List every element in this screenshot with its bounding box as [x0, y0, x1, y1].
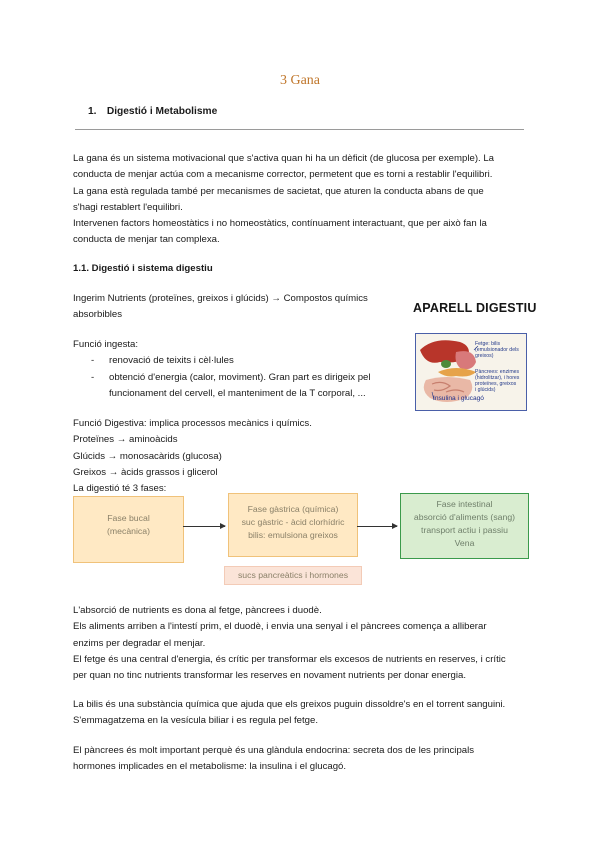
ingest-paragraph — [73, 291, 403, 324]
digestive-line: Funció Digestiva: implica processos mecànics i químics. — [73, 418, 312, 429]
flow-arrow — [357, 526, 397, 527]
figure-title: APARELL DIGESTIU — [413, 301, 537, 315]
pancreatic-juices-note: sucs pancreàtics i hormones — [224, 566, 362, 585]
section-number: 1. — [88, 106, 97, 117]
pancreas-line: hormones implicades en el metabolisme: la insulina i el glucagó. — [73, 761, 347, 773]
ingest-function — [73, 337, 403, 402]
intro-line: s'hagi restablert l'equilibri. — [73, 201, 183, 213]
section-heading — [88, 106, 217, 117]
intro-line: La gana és un sistema motivacional que s'activa quan hi ha un dèficit (de glucosa per exemple). La — [73, 153, 495, 164]
figure-label-hormones: Insulina i glucagó — [433, 395, 484, 402]
figure-label-pancreas: Pàncrees: enzimes (hidrolitzar), i hores proteïnes, greixos i glúcids) — [475, 369, 520, 393]
ingest-function-label: Funció ingesta: — [73, 339, 139, 350]
ingest-line: Ingerim Nutrients (proteïnes, greixos i glúcids) → Compostos químics — [73, 293, 368, 304]
section-title: Digestió i Metabolisme — [106, 106, 218, 117]
phase-box-gastric: Fase gàstrica (química) suc gàstric - àcid clorhídric bilis: emulsiona greixos — [228, 493, 358, 557]
bilis-paragraph — [73, 697, 528, 730]
digestive-line: Proteïnes → aminoàcids — [73, 434, 178, 446]
pancreas-line: El pàncrees és molt important perquè és una glàndula endocrina: secreta dos de les principals — [73, 745, 475, 756]
absorption-line: Els aliments arriben a l'intestí prim, el duodè, i envia una senyal i el pàncrees comença a alliberar — [73, 621, 487, 633]
bilis-line: S'emmagatzema en la vesícula biliar i es regula pel fetge. — [73, 715, 319, 727]
digestive-function — [73, 416, 528, 497]
list-item: - obtenció d'energia (calor, moviment). Gran part es dirigeix pel funcionament del cervell, el manteniment de la T corporal, ... — [73, 370, 403, 403]
absorption-line: L'absorció de nutrients es dona al fetge, pàncrees i duodè. — [73, 605, 322, 616]
phases-title: La digestió té 3 fases: — [73, 483, 167, 495]
absorption-line: enzims per degradar el menjar. — [73, 637, 206, 649]
intro-line: conducta de menjar actúa com a mecanisme corrector, permetent que es torni a restablir l'equilibri. — [73, 169, 493, 181]
subsection-title: 1.1. Digestió i sistema digestiu — [73, 263, 213, 274]
heading-divider — [75, 129, 524, 130]
phase-box-bucal: Fase bucal (mecànica) — [73, 496, 184, 563]
digestive-line: Greixos → àcids grassos i glicerol — [73, 466, 218, 478]
intro-line: La gana està regulada també per mecanismes de sacietat, que aturen la conducta abans de que — [73, 185, 484, 197]
page-title: 3 Gana — [279, 73, 321, 88]
gallbladder-shape — [441, 360, 451, 368]
absorption-paragraph — [73, 603, 528, 684]
phase-box-intestinal: Fase intestinal absorció d'aliments (sang) transport actiu i passiu Vena — [400, 493, 529, 559]
intro-paragraph — [73, 151, 528, 249]
absorption-line: per quan no tinc nutrients transformar les reserves en novament nutrients per donar energia. — [73, 670, 467, 682]
intro-line: conducta de menjar tan complexa. — [73, 234, 220, 246]
flow-arrow — [183, 526, 225, 527]
ingest-line: absorbibles — [73, 309, 123, 321]
list-item: - renovació de teixits i cèl·lules — [73, 353, 403, 369]
bilis-line: La bilis és una substància química que ajuda que els greixos puguin dissoldre's en el torrent sanguini. — [73, 699, 506, 710]
digestive-line: Glúcids → monosacàrids (glucosa) — [73, 450, 222, 462]
ingest-bullet-list — [73, 353, 403, 402]
intro-line: Intervenen factors homeostàtics i no homeostàtics, contínuament interactuant, que per això fan la — [73, 218, 487, 230]
figure-label-liver: Fetge: bilis (emulsionador dels greixos) — [475, 341, 519, 359]
pancreas-paragraph — [73, 743, 528, 776]
absorption-line: El fetge és una central d'energia, és crític per transformar els excesos de nutrients en reserves, i crític — [73, 653, 506, 665]
